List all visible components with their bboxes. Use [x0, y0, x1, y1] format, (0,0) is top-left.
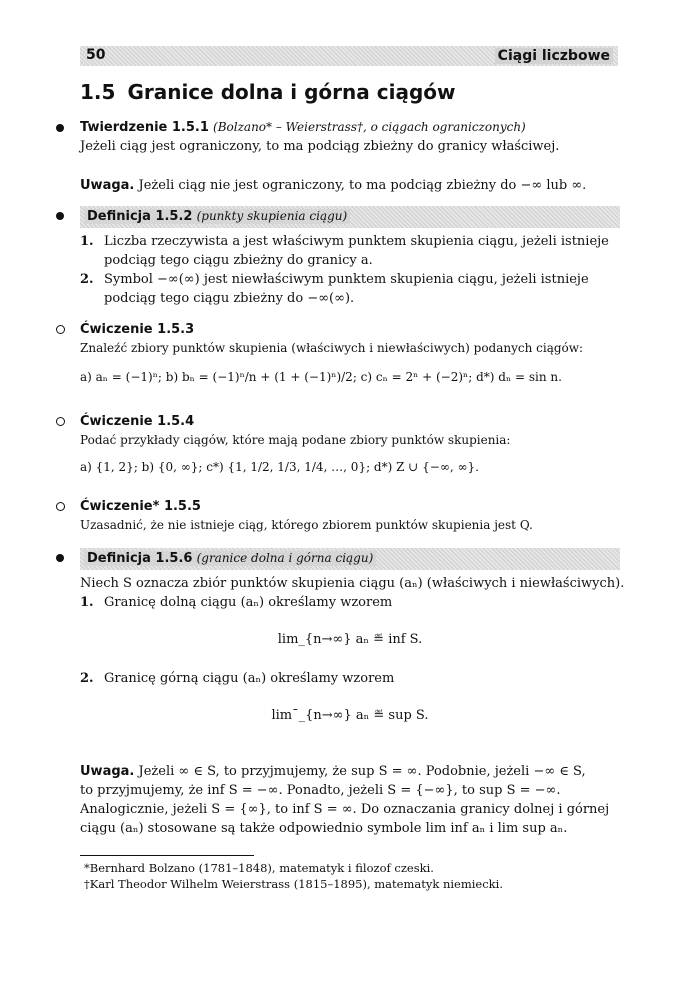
remark-line: Analogicznie, jeżeli S = {∞}, to inf S = ∞. Do oznaczania granicy dolnej i górnej [80, 802, 610, 817]
definition-1-5-2 [80, 206, 620, 308]
page-number: 50 [86, 47, 106, 63]
hollow-bullet-icon [56, 417, 65, 426]
item-number: 2. [80, 671, 94, 686]
footnote-bolzano: *Bernhard Bolzano (1781–1848), matematyk i filozof czeski. [84, 861, 434, 875]
definition-intro: Niech S oznacza zbiór punktów skupienia ciągu (aₙ) (właściwych i niewłaściwych). [80, 576, 625, 591]
definition-label: Definicja 1.5.6 [87, 551, 193, 566]
exercise-1-5-4 [80, 412, 620, 477]
remark-line: Jeżeli ∞ ∈ S, to przyjmujemy, że sup S = ∞. Podobnie, jeżeli −∞ ∈ S, [138, 764, 586, 779]
item-line: podciąg tego ciągu zbieżny do −∞(∞). [104, 291, 355, 306]
remark-line: to przyjmujemy, że inf S = −∞. Ponadto, jeżeli S = {−∞}, to sup S = −∞. [80, 783, 561, 798]
running-title: Ciągi liczbowe [495, 48, 613, 64]
remark-label: Uwaga. [80, 178, 135, 193]
filled-bullet-icon [56, 212, 64, 220]
item-line: Symbol −∞(∞) jest niewłaściwym punktem skupienia ciągu, jeżeli istnieje [104, 272, 589, 287]
item-line: Liczba rzeczywista a jest właściwym punktem skupienia ciągu, jeżeli istnieje [104, 234, 609, 249]
hollow-bullet-icon [56, 325, 65, 334]
section-title [80, 80, 455, 104]
theorem-title: (Bolzano* – Weierstrass†, o ciągach ograniczonych) [213, 120, 526, 134]
item-number: 1. [80, 595, 94, 610]
filled-bullet-icon [56, 554, 64, 562]
remark-label: Uwaga. [80, 764, 135, 779]
exercise-1-5-3 [80, 320, 620, 387]
footnote-weierstrass: †Karl Theodor Wilhelm Weierstrass (1815–1895), matematyk niemiecki. [84, 877, 503, 891]
exercise-label: Ćwiczenie* 1.5.5 [80, 499, 201, 514]
definition-title: (punkty skupienia ciągu) [196, 209, 348, 223]
formula-liminf: lim_{n→∞} aₙ ≝ inf S. [277, 632, 423, 647]
item-line: Granicę dolną ciągu (aₙ) określamy wzorem [104, 595, 393, 610]
item-number: 1. [80, 234, 94, 249]
definition-header-shade [80, 548, 620, 570]
exercise-formula: a) {1, 2}; b) {0, ∞}; c*) {1, 1/2, 1/3, 1/4, …, 0}; d*) Z ∪ {−∞, ∞}. [80, 460, 479, 474]
exercise-body: Znaleźć zbiory punktów skupienia (właściwych i niewłaściwych) podanych ciągów: [80, 341, 584, 355]
theorem-label: Twierdzenie 1.5.1 [80, 120, 209, 135]
definition-header-shade [80, 206, 620, 228]
item-line: Granicę górną ciągu (aₙ) określamy wzorem [104, 671, 395, 686]
exercise-label: Ćwiczenie 1.5.3 [80, 322, 195, 337]
definition-1-5-6 [80, 548, 625, 725]
remark-2 [80, 762, 620, 838]
filled-bullet-icon [56, 124, 64, 132]
formula-limsup: lim¯_{n→∞} aₙ ≝ sup S. [271, 708, 429, 723]
remark-text: Jeżeli ciąg nie jest ograniczony, to ma podciąg zbieżny do −∞ lub ∞. [138, 178, 587, 193]
remark-line: ciągu (aₙ) stosowane są także odpowiednio symbole lim inf aₙ i lim sup aₙ. [80, 821, 568, 836]
item-line: podciąg tego ciągu zbieżny do granicy a. [104, 253, 373, 268]
list-item [80, 270, 620, 308]
exercise-1-5-5 [80, 497, 620, 535]
theorem-1-5-1 [80, 118, 620, 156]
definition-title: (granice dolna i górna ciągu) [196, 551, 374, 565]
list-item [80, 669, 620, 688]
remark-1 [80, 176, 620, 195]
theorem-body: Jeżeli ciąg jest ograniczony, to ma podciąg zbieżny do granicy właściwej. [80, 139, 560, 154]
exercise-body: Podać przykłady ciągów, które mają podane zbiory punktów skupienia: [80, 433, 511, 447]
section-title-text: Granice dolna i górna ciągów [127, 80, 456, 104]
hollow-bullet-icon [56, 502, 65, 511]
running-header [80, 46, 618, 66]
section-number: 1.5 [80, 80, 116, 104]
definition-label: Definicja 1.5.2 [87, 209, 193, 224]
exercise-body: Uzasadnić, że nie istnieje ciąg, którego zbiorem punktów skupienia jest Q. [80, 518, 533, 532]
exercise-label: Ćwiczenie 1.5.4 [80, 414, 195, 429]
exercise-formula: a) aₙ = (−1)ⁿ; b) bₙ = (−1)ⁿ/n + (1 + (−1)ⁿ)/2; c) cₙ = 2ⁿ + (−2)ⁿ; d*) dₙ = sin n. [80, 370, 562, 384]
list-item [80, 593, 620, 612]
footnote-rule [80, 855, 254, 856]
item-number: 2. [80, 272, 94, 287]
list-item [80, 232, 620, 270]
